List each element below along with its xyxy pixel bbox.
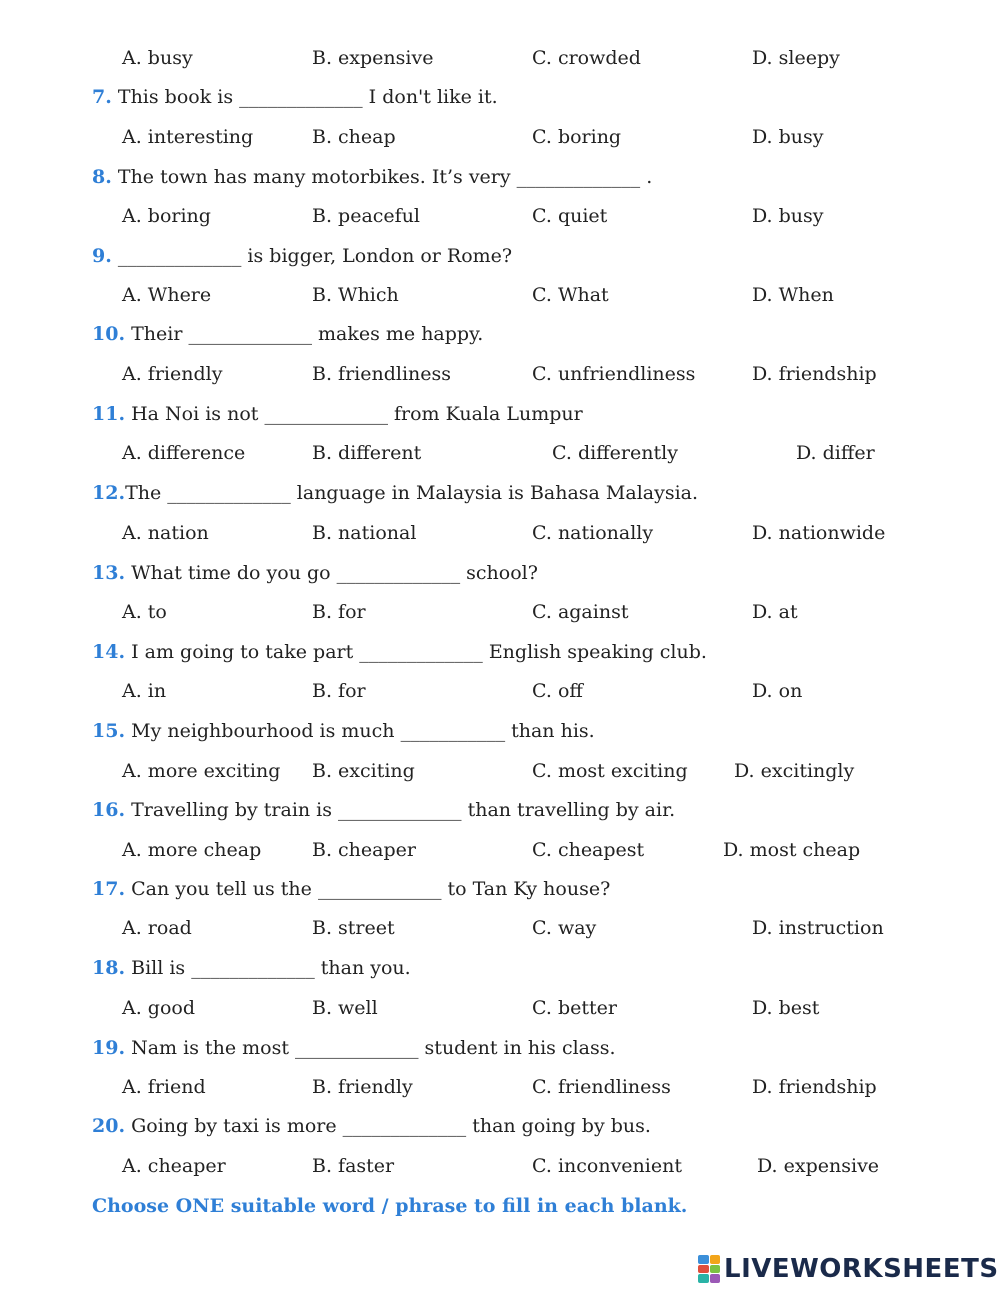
question-text: Their _____________ makes me happy.	[131, 323, 484, 345]
liveworksheets-logo-text: LIVEWORKSHEETS	[724, 1254, 999, 1284]
question-15	[92, 720, 595, 750]
question-number: 8.	[92, 166, 112, 188]
option-d[interactable]: D. nationwide	[752, 522, 886, 544]
liveworksheets-logo	[698, 1252, 999, 1286]
option-c[interactable]: C. quiet	[532, 205, 608, 227]
question-number: 17.	[92, 878, 126, 900]
question-text: The town has many motorbikes. It’s very _____________ .	[117, 166, 653, 188]
option-a[interactable]: A. Where	[122, 284, 212, 306]
answer-options	[0, 917, 1000, 947]
question-19	[92, 1037, 616, 1067]
option-d[interactable]: D. expensive	[757, 1155, 880, 1177]
question-number: 13.	[92, 562, 126, 584]
option-a[interactable]: A. interesting	[122, 126, 254, 148]
option-d[interactable]: D. sleepy	[752, 47, 840, 69]
question-number: 20.	[92, 1115, 126, 1137]
option-a[interactable]: A. boring	[122, 205, 211, 227]
question-number: 11.	[92, 403, 126, 425]
option-b[interactable]: B. exciting	[312, 760, 415, 782]
option-d[interactable]: D. busy	[752, 126, 824, 148]
answer-options	[0, 442, 1000, 472]
question-number: 16.	[92, 799, 126, 821]
option-b[interactable]: B. street	[312, 917, 395, 939]
option-b[interactable]: B. for	[312, 680, 366, 702]
option-a[interactable]: A. in	[122, 680, 167, 702]
question-text: I am going to take part _____________ English speaking club.	[131, 641, 707, 663]
option-a[interactable]: A. friend	[122, 1076, 206, 1098]
option-b[interactable]: B. cheap	[312, 126, 396, 148]
option-a[interactable]: A. road	[122, 917, 192, 939]
option-b[interactable]: B. different	[312, 442, 422, 464]
option-d[interactable]: D. friendship	[752, 1076, 877, 1098]
option-c[interactable]: C. nationally	[532, 522, 654, 544]
question-14	[92, 641, 707, 671]
question-12	[92, 482, 698, 512]
question-9	[92, 245, 512, 275]
option-c[interactable]: C. off	[532, 680, 583, 702]
option-d[interactable]: D. best	[752, 997, 820, 1019]
question-text: _____________ is bigger, London or Rome?	[117, 245, 513, 267]
option-d[interactable]: D. differ	[796, 442, 875, 464]
option-a[interactable]: A. nation	[122, 522, 209, 544]
option-c[interactable]: C. way	[532, 917, 597, 939]
option-c[interactable]: C. differently	[552, 442, 678, 464]
section-instruction: Choose ONE suitable word / phrase to fill in each blank.	[92, 1195, 688, 1217]
option-d[interactable]: D. busy	[752, 205, 824, 227]
question-18	[92, 957, 411, 987]
option-c[interactable]: C. most exciting	[532, 760, 688, 782]
question-number: 12.	[92, 482, 126, 504]
answer-options	[0, 997, 1000, 1027]
question-number: 15.	[92, 720, 126, 742]
option-c[interactable]: C. better	[532, 997, 617, 1019]
answer-options	[0, 760, 1000, 790]
question-text: Going by taxi is more _____________ than going by bus.	[131, 1115, 651, 1137]
option-b[interactable]: B. well	[312, 997, 378, 1019]
option-a[interactable]: A. more exciting	[122, 760, 281, 782]
question-number: 19.	[92, 1037, 126, 1059]
option-c[interactable]: C. cheapest	[532, 839, 645, 861]
answer-options	[0, 205, 1000, 235]
option-a[interactable]: A. good	[122, 997, 196, 1019]
answer-options	[0, 126, 1000, 156]
option-c[interactable]: C. What	[532, 284, 609, 306]
option-a[interactable]: A. to	[122, 601, 167, 623]
question-10	[92, 323, 483, 353]
answer-options	[0, 601, 1000, 631]
answer-options	[0, 839, 1000, 869]
question-text: Bill is _____________ than you.	[131, 957, 411, 979]
option-b[interactable]: B. Which	[312, 284, 399, 306]
liveworksheets-logo-icon	[698, 1255, 720, 1283]
option-c[interactable]: C. unfriendliness	[532, 363, 696, 385]
question-7	[92, 86, 498, 116]
option-c[interactable]: C. crowded	[532, 47, 641, 69]
question-text: My neighbourhood is much ___________ than his.	[131, 720, 595, 742]
option-d[interactable]: D. instruction	[752, 917, 884, 939]
option-b[interactable]: B. cheaper	[312, 839, 416, 861]
question-17	[92, 878, 610, 908]
answer-options	[0, 47, 1000, 77]
option-d[interactable]: D. at	[752, 601, 798, 623]
question-text: This book is _____________ I don't like it.	[117, 86, 498, 108]
option-d[interactable]: D. excitingly	[734, 760, 855, 782]
option-a[interactable]: A. cheaper	[122, 1155, 226, 1177]
question-number: 14.	[92, 641, 126, 663]
option-b[interactable]: B. friendliness	[312, 363, 452, 385]
option-c[interactable]: C. against	[532, 601, 629, 623]
answer-options	[0, 522, 1000, 552]
question-text: Travelling by train is _____________ than travelling by air.	[131, 799, 676, 821]
option-d[interactable]: D. friendship	[752, 363, 877, 385]
question-13	[92, 562, 538, 592]
question-16	[92, 799, 675, 829]
option-b[interactable]: B. national	[312, 522, 417, 544]
question-text: Nam is the most _____________ student in his class.	[131, 1037, 616, 1059]
option-b[interactable]: B. peaceful	[312, 205, 421, 227]
answer-options	[0, 284, 1000, 314]
answer-options	[0, 680, 1000, 710]
answer-options	[0, 1155, 1000, 1185]
option-b[interactable]: B. expensive	[312, 47, 434, 69]
option-a[interactable]: A. busy	[122, 47, 193, 69]
option-a[interactable]: A. friendly	[122, 363, 223, 385]
option-d[interactable]: D. on	[752, 680, 803, 702]
question-text: Can you tell us the _____________ to Tan Ky house?	[131, 878, 611, 900]
question-text: The _____________ language in Malaysia is Bahasa Malaysia.	[125, 482, 699, 504]
question-number: 10.	[92, 323, 126, 345]
question-number: 18.	[92, 957, 126, 979]
question-11	[92, 403, 583, 433]
option-d[interactable]: D. When	[752, 284, 834, 306]
option-a[interactable]: A. difference	[122, 442, 246, 464]
option-b[interactable]: B. faster	[312, 1155, 395, 1177]
option-c[interactable]: C. inconvenient	[532, 1155, 682, 1177]
question-number: 9.	[92, 245, 112, 267]
option-c[interactable]: C. boring	[532, 126, 622, 148]
option-b[interactable]: B. friendly	[312, 1076, 413, 1098]
question-text: Ha Noi is not _____________ from Kuala Lumpur	[131, 403, 583, 425]
question-number: 7.	[92, 86, 112, 108]
question-8	[92, 166, 652, 196]
option-b[interactable]: B. for	[312, 601, 366, 623]
option-a[interactable]: A. more cheap	[122, 839, 262, 861]
option-d[interactable]: D. most cheap	[723, 839, 861, 861]
question-20	[92, 1115, 651, 1145]
option-c[interactable]: C. friendliness	[532, 1076, 671, 1098]
answer-options	[0, 1076, 1000, 1106]
answer-options	[0, 363, 1000, 393]
question-text: What time do you go _____________ school?	[131, 562, 538, 584]
